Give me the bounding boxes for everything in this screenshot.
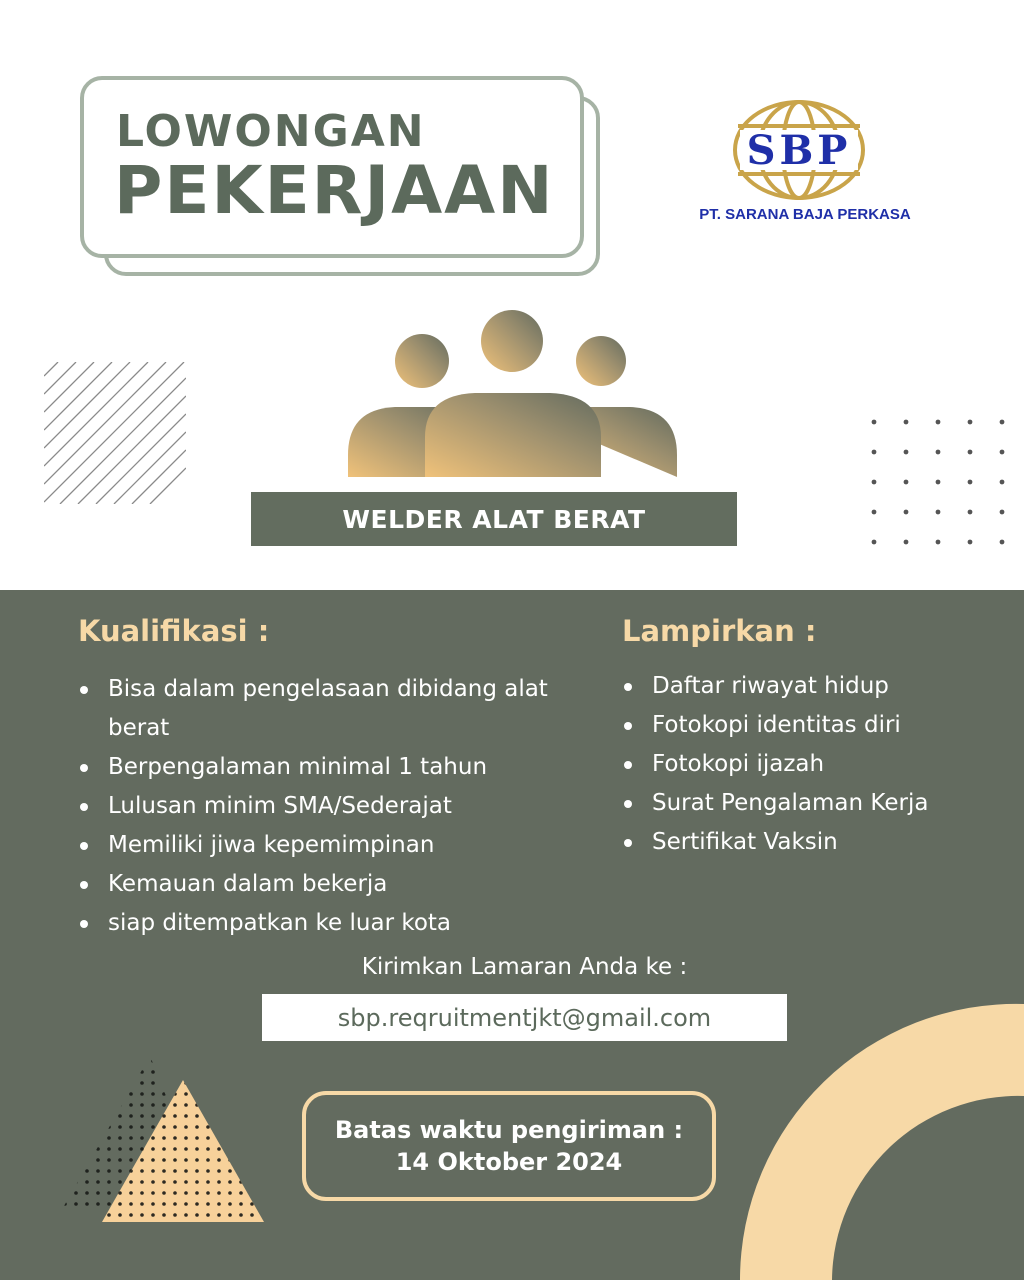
- dot-grid-decoration: [866, 414, 1016, 554]
- list-item: Kemauan dalam bekerja: [78, 865, 578, 904]
- list-item: Sertifikat Vaksin: [622, 823, 1002, 862]
- list-item: Daftar riwayat hidup: [622, 667, 1002, 706]
- hatch-decoration: [44, 362, 186, 504]
- logo-initials: SBP: [746, 127, 852, 174]
- attachments-list: [622, 667, 1002, 862]
- qualifications-list: [78, 670, 578, 943]
- list-item: Lulusan minim SMA/Sederajat: [78, 787, 578, 826]
- list-item: Bisa dalam pengelasaan dibidang alat berat: [78, 670, 578, 748]
- attachments-heading: Lampirkan :: [622, 614, 817, 648]
- list-item: Fotokopi ijazah: [622, 745, 1002, 784]
- company-logo: [730, 98, 868, 202]
- email-box[interactable]: [262, 994, 787, 1041]
- send-application-label: Kirimkan Lamaran Anda ke :: [361, 954, 688, 980]
- list-item: Berpengalaman minimal 1 tahun: [78, 748, 578, 787]
- job-position-banner: [251, 492, 737, 546]
- dotted-triangle-decoration: [60, 1056, 266, 1226]
- company-name: PT. SARANA BAJA PERKASA: [699, 206, 911, 223]
- page-title-line-2: PEKERJAAN: [114, 152, 555, 229]
- deadline-box: [302, 1091, 716, 1201]
- application-email-link[interactable]: sbp.reqruitmentjkt@gmail.com: [337, 1003, 712, 1032]
- list-item: siap ditempatkan ke luar kota: [78, 904, 578, 943]
- deadline-label: Batas waktu pengiriman :: [334, 1116, 684, 1144]
- people-group-icon: [345, 305, 680, 480]
- deadline-date: 14 Oktober 2024: [395, 1148, 623, 1176]
- arc-decoration: [740, 1000, 1024, 1280]
- list-item: Memiliki jiwa kepemimpinan: [78, 826, 578, 865]
- page-title-line-1: LOWONGAN: [116, 106, 426, 157]
- list-item: Surat Pengalaman Kerja: [622, 784, 1002, 823]
- job-position-title: WELDER ALAT BERAT: [342, 504, 646, 534]
- qualifications-heading: Kualifikasi :: [78, 614, 270, 648]
- list-item: Fotokopi identitas diri: [622, 706, 1002, 745]
